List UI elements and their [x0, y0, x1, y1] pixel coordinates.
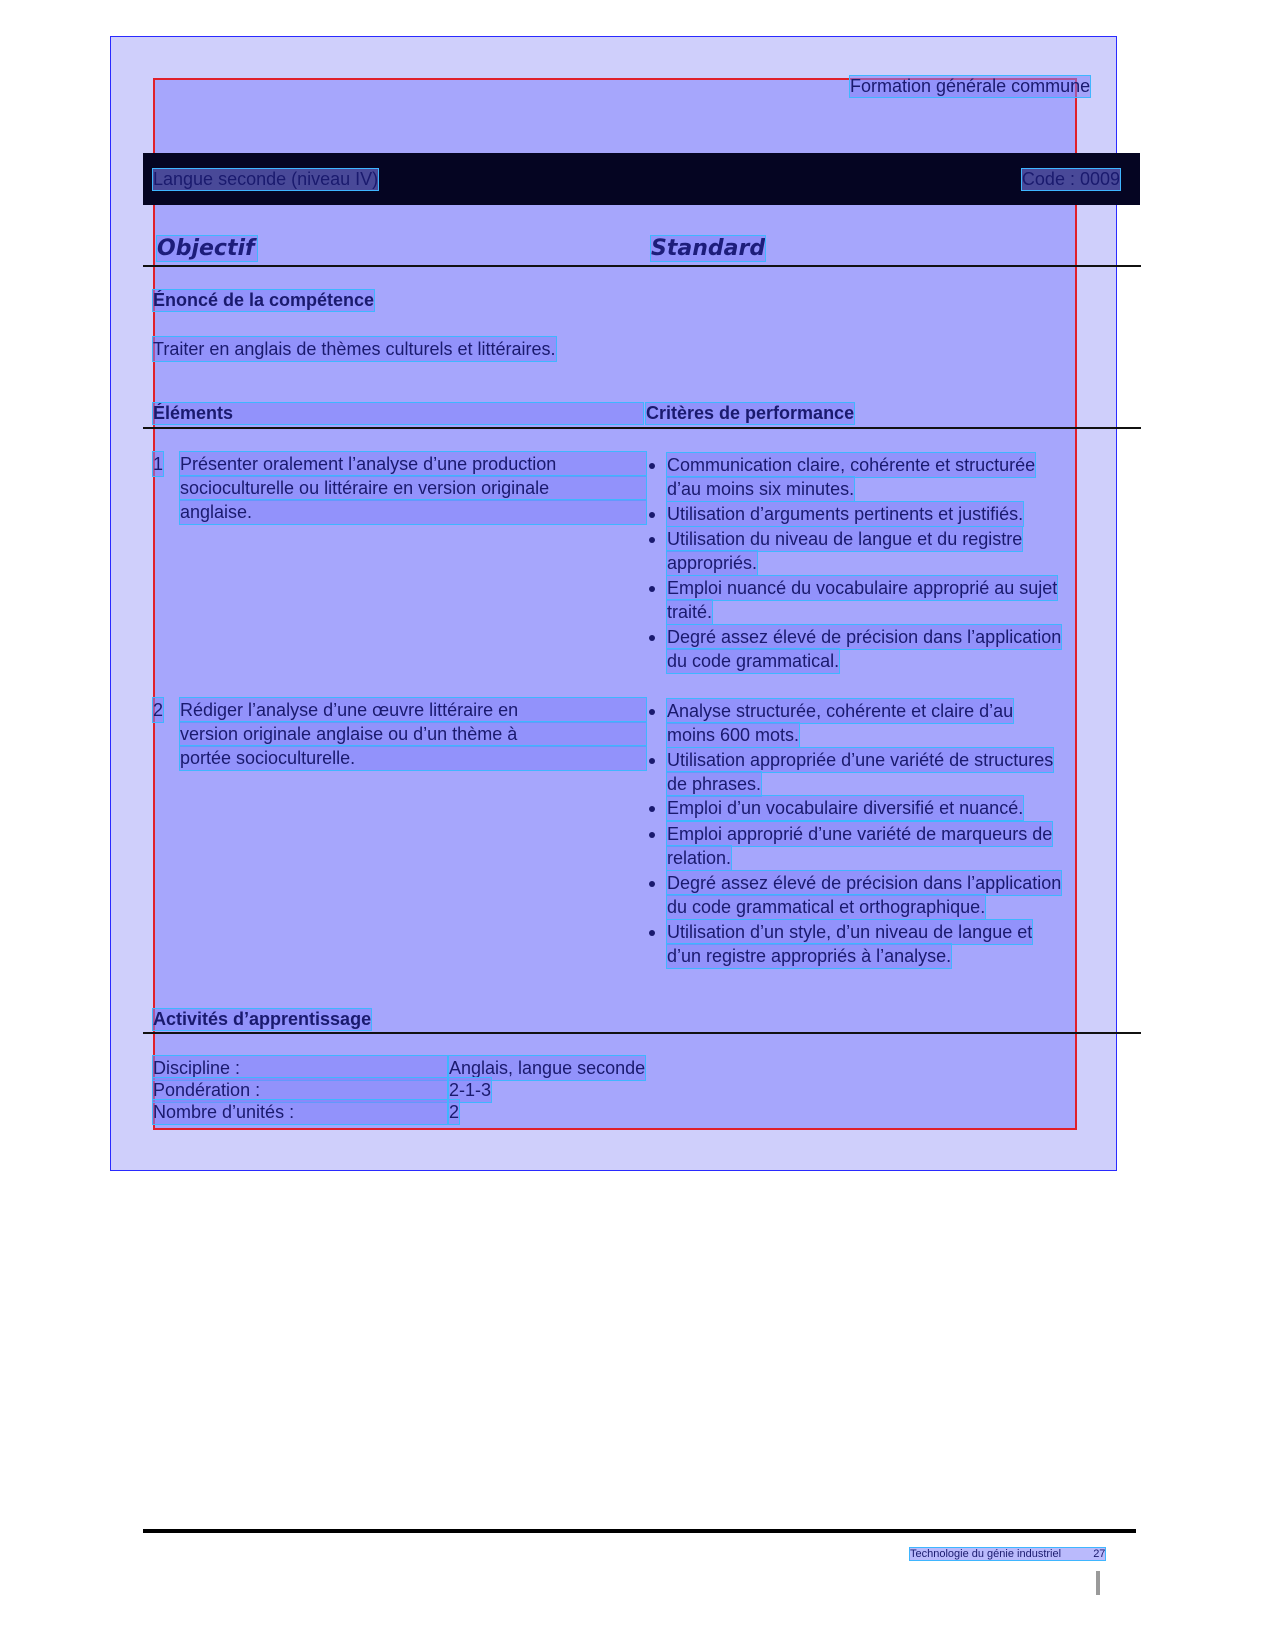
element-text-line: portée socioculturelle.: [180, 746, 646, 770]
divider: [143, 265, 1141, 267]
element-text-line: socioculturelle ou littéraire en version originale: [180, 476, 646, 500]
bullet-icon: [649, 586, 655, 592]
bullet-icon: [649, 758, 655, 764]
discipline-value: Anglais, langue seconde: [449, 1058, 646, 1078]
page-region-inner: [153, 78, 1077, 1130]
bullet-icon: [649, 635, 655, 641]
criterion-line: Communication claire, cohérente et structurée: [667, 455, 1036, 475]
criterion-line: d’un registre appropriés à l’analyse.: [667, 946, 952, 966]
criterion-line: de phrases.: [667, 774, 762, 794]
criterion-line: Utilisation d’arguments pertinents et justifiés.: [667, 504, 1024, 524]
criterion-line: appropriés.: [667, 553, 758, 573]
footer-title: Technologie du génie industriel: [910, 1548, 1062, 1560]
units-value: 2: [449, 1102, 460, 1122]
footer-divider: [143, 1529, 1136, 1533]
criterion-line: Analyse structurée, cohérente et claire d’au: [667, 701, 1014, 721]
bullet-icon: [649, 806, 655, 812]
criterion-line: Degré assez élevé de précision dans l’application: [667, 873, 1062, 893]
section-header: Formation générale commune: [850, 76, 1091, 96]
discipline-label: Discipline :: [153, 1056, 447, 1080]
page-number: 27: [1093, 1548, 1106, 1560]
criterion-line: Utilisation d’un style, d’un niveau de langue et: [667, 922, 1033, 942]
criterion-line: Utilisation du niveau de langue et du registre: [667, 529, 1023, 549]
units-label: Nombre d’unités :: [153, 1100, 447, 1124]
weighting-value: 2-1-3: [449, 1080, 492, 1100]
element-text-line: version originale anglaise ou d’un thème à: [180, 722, 646, 746]
bullet-icon: [649, 930, 655, 936]
criterion-line: Degré assez élevé de précision dans l’application: [667, 627, 1062, 647]
bullet-icon: [649, 512, 655, 518]
weighting-label: Pondération :: [153, 1078, 447, 1102]
elements-heading: Éléments: [153, 403, 643, 424]
bullet-icon: [649, 463, 655, 469]
element-number: 2: [153, 700, 164, 720]
competence-text: Traiter en anglais de thèmes culturels et littéraires.: [153, 339, 556, 359]
bullet-icon: [649, 881, 655, 887]
bullet-icon: [649, 709, 655, 715]
course-title: Langue seconde (niveau IV): [153, 169, 379, 189]
divider: [143, 427, 1141, 429]
element-number: 1: [153, 454, 164, 474]
element-text-line: Rédiger l’analyse d’une œuvre littéraire en: [180, 698, 646, 722]
criterion-line: Emploi approprié d’une variété de marqueurs de: [667, 824, 1053, 844]
course-code: Code : 0009: [1021, 169, 1120, 189]
criteria-heading: Critères de performance: [646, 403, 855, 423]
criterion-line: du code grammatical.: [667, 651, 840, 671]
element-text-line: anglaise.: [180, 500, 646, 524]
page-marker: [1096, 1571, 1100, 1595]
criterion-line: Emploi d’un vocabulaire diversifié et nuancé.: [667, 798, 1024, 818]
criterion-line: Utilisation appropriée d’une variété de structures: [667, 750, 1054, 770]
criterion-line: d’au moins six minutes.: [667, 479, 855, 499]
criterion-line: traité.: [667, 602, 713, 622]
criterion-line: Emploi nuancé du vocabulaire approprié au sujet: [667, 578, 1058, 598]
criterion-line: moins 600 mots.: [667, 725, 800, 745]
divider: [143, 1032, 1141, 1034]
element-text-line: Présenter oralement l’analyse d’une production: [180, 452, 646, 476]
bullet-icon: [649, 832, 655, 838]
activities-heading: Activités d’apprentissage: [153, 1009, 372, 1029]
competence-heading: Énoncé de la compétence: [153, 290, 375, 310]
objective-heading: Objectif: [157, 236, 257, 261]
footer: [910, 1548, 1105, 1560]
standard-heading: Standard: [651, 236, 766, 261]
bullet-icon: [649, 537, 655, 543]
criterion-line: relation.: [667, 848, 732, 868]
criterion-line: du code grammatical et orthographique.: [667, 897, 986, 917]
